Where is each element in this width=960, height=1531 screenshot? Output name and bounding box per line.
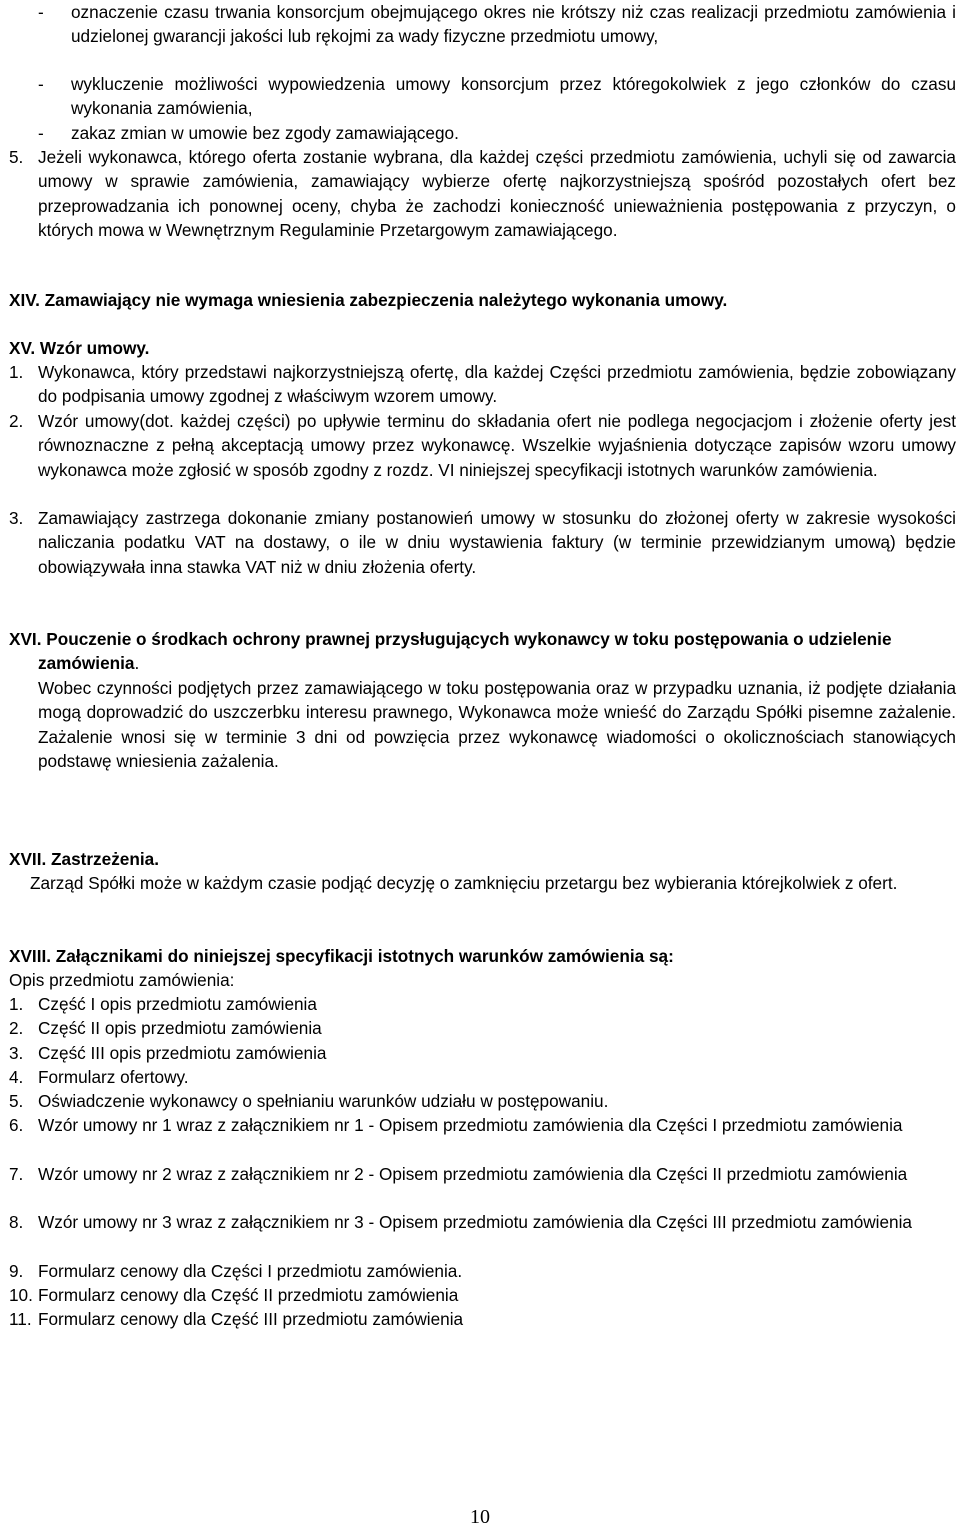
attachment-item — [9, 1089, 956, 1113]
attachment-text: Formularz cenowy dla Część II przedmiotu zamówienia — [38, 1285, 459, 1305]
attachment-text: Wzór umowy nr 3 wraz z załącznikiem nr 3 - Opisem przedmiotu zamówienia dla Części III przedmiotu zamówienia — [38, 1212, 912, 1232]
attachment-marker: 1. — [9, 994, 24, 1014]
attachment-text: Wzór umowy nr 2 wraz z załącznikiem nr 2 - Opisem przedmiotu zamówienia dla Części II przedmiotu zamówienia — [38, 1164, 908, 1184]
attachment-text: Wzór umowy nr 1 wraz z załącznikiem nr 1 - Opisem przedmiotu zamówienia dla Części I przedmiotu zamówienia — [38, 1115, 903, 1135]
list-item — [38, 121, 956, 145]
section-xvi-heading-period: . — [134, 653, 140, 674]
attachment-text: Formularz cenowy dla Część III przedmiotu zamówienia — [38, 1309, 464, 1329]
attachment-item — [9, 1162, 956, 1186]
page-number: 10 — [470, 1506, 490, 1528]
attachment-item — [9, 1041, 956, 1065]
section-xvi-body: Wobec czynności podjętych przez zamawiającego w toku postępowania oraz w przypadku uznania, iż podjęte działania mogą doprowadzić do uszczerbku interesu prawnego, Wykonawca może wnieść do Zarządu Spółki pisemne zażalenie. Zażalenie wnosi się w terminie 3 dni od powzięcia przez wykonawcę wiadomości o okolicznościach stanowiących podstawę wniesienia zażalenia. — [38, 678, 956, 771]
list-marker: - — [38, 2, 44, 22]
section-xvii-body: Zarząd Spółki może w każdym czasie podjąć decyzję o zamknięciu przetargu bez wybierania którejkolwiek z ofert. — [30, 873, 898, 893]
attachments-intro: Opis przedmiotu zamówienia: — [9, 970, 235, 990]
attachment-marker: 3. — [9, 1043, 24, 1063]
section-xvii-heading: XVII. Zastrzeżenia. — [9, 849, 159, 869]
attachment-marker: 4. — [9, 1067, 24, 1087]
attachment-marker: 9. — [9, 1261, 24, 1281]
section-xiv-heading: XIV. Zamawiający nie wymaga wniesienia zabezpieczenia należytego wykonania umowy. — [9, 290, 728, 310]
numbered-point-5 — [9, 145, 956, 242]
point-marker: 5. — [9, 147, 24, 167]
item-marker: 3. — [9, 508, 24, 528]
attachment-marker: 11. — [9, 1309, 32, 1329]
item-text: Wykonawca, który przedstawi najkorzystniejszą ofertę, dla każdej Części przedmiotu zamówienia, będzie zobowiązany do podpisania umowy zgodnej z właściwym wzorem umowy. — [38, 362, 956, 407]
attachment-marker: 7. — [9, 1164, 24, 1184]
attachment-text: Formularz cenowy dla Części I przedmiotu zamówienia. — [38, 1261, 463, 1281]
item-text: Zamawiający zastrzega dokonanie zmiany postanowień umowy w stosunku do złożonej oferty w zakresie wysokości naliczania podatku VAT na dostawy, o ile w dniu wystawienia faktury (w terminie przewidzianym umową) będzie obowiązywała inna stawka VAT niż w dniu złożenia oferty. — [38, 508, 956, 577]
list-item-text: wykluczenie możliwości wypowiedzenia umowy konsorcjum przez któregokolwiek z jego członków do czasu wykonania zamówienia, — [71, 74, 956, 119]
attachment-text: Formularz ofertowy. — [38, 1067, 189, 1087]
attachment-item — [9, 1307, 956, 1331]
section-xvi-heading-text: XVI. Pouczenie o środkach ochrony prawnej przysługujących wykonawcy w toku postępowania o udzielenie zamówienia — [9, 629, 892, 674]
attachment-item — [9, 1113, 956, 1137]
list-marker: - — [38, 123, 44, 143]
attachment-text: Część III opis przedmiotu zamówienia — [38, 1043, 327, 1063]
point-text: Jeżeli wykonawca, którego oferta zostanie wybrana, dla każdej części przedmiotu zamówienia, uchyli się od zawarcia umowy w sprawie zamówienia, zamawiający wybierze ofertę najkorzystniejszą spośród pozostałych ofert bez przeprowadzania ich ponownej oceny, chyba że zachodzi konieczność unieważnienia postępowania z przyczyn, o których mowa w Wewnętrznym Regulaminie Przetargowym zamawiającego. — [38, 147, 956, 240]
attachment-marker: 6. — [9, 1115, 24, 1135]
attachment-item — [9, 1016, 956, 1040]
section-xv-item-1 — [9, 360, 956, 409]
attachment-item — [9, 1259, 956, 1283]
section-xvi-heading — [9, 627, 956, 676]
list-item-text: zakaz zmian w umowie bez zgody zamawiającego. — [71, 123, 459, 143]
attachment-text: Część I opis przedmiotu zamówienia — [38, 994, 317, 1014]
item-text: Wzór umowy(dot. każdej części) po upływie terminu do składania ofert nie podlega negocjacjom i złożenie oferty jest równoznaczne z pełną akceptacją umowy przez wykonawcę. Wszelkie wyjaśnienia dotyczące zapisów wzoru umowy wykonawca może zgłosić w sposób zgodny z rozdz. VI niniejszej specyfikacji istotnych warunków zamówienia. — [38, 411, 956, 480]
list-marker: - — [38, 74, 44, 94]
attachment-marker: 5. — [9, 1091, 24, 1111]
attachment-item — [9, 1283, 956, 1307]
item-marker: 2. — [9, 411, 24, 431]
list-item-text: oznaczenie czasu trwania konsorcjum obejmującego okres nie krótszy niż czas realizacji przedmiotu zamówienia i udzielonej gwarancji jakości lub rękojmi za wady fizyczne przedmiotu umowy, — [71, 2, 956, 47]
section-xviii-heading: XVIII. Załącznikami do niniejszej specyfikacji istotnych warunków zamówienia są: — [9, 946, 674, 966]
section-xv-item-3 — [9, 506, 956, 579]
attachment-marker: 8. — [9, 1212, 24, 1232]
attachment-marker: 2. — [9, 1018, 24, 1038]
section-xv-heading: XV. Wzór umowy. — [9, 338, 150, 358]
item-marker: 1. — [9, 362, 24, 382]
attachment-item — [9, 1210, 956, 1234]
section-xv-item-2 — [9, 409, 956, 482]
attachment-item — [9, 992, 956, 1016]
attachment-marker: 10. — [9, 1285, 33, 1305]
list-item — [38, 72, 956, 121]
attachment-text: Oświadczenie wykonawcy o spełnianiu warunków udziału w postępowaniu. — [38, 1091, 609, 1111]
list-item — [38, 0, 956, 49]
attachment-item — [9, 1065, 956, 1089]
attachment-text: Część II opis przedmiotu zamówienia — [38, 1018, 322, 1038]
